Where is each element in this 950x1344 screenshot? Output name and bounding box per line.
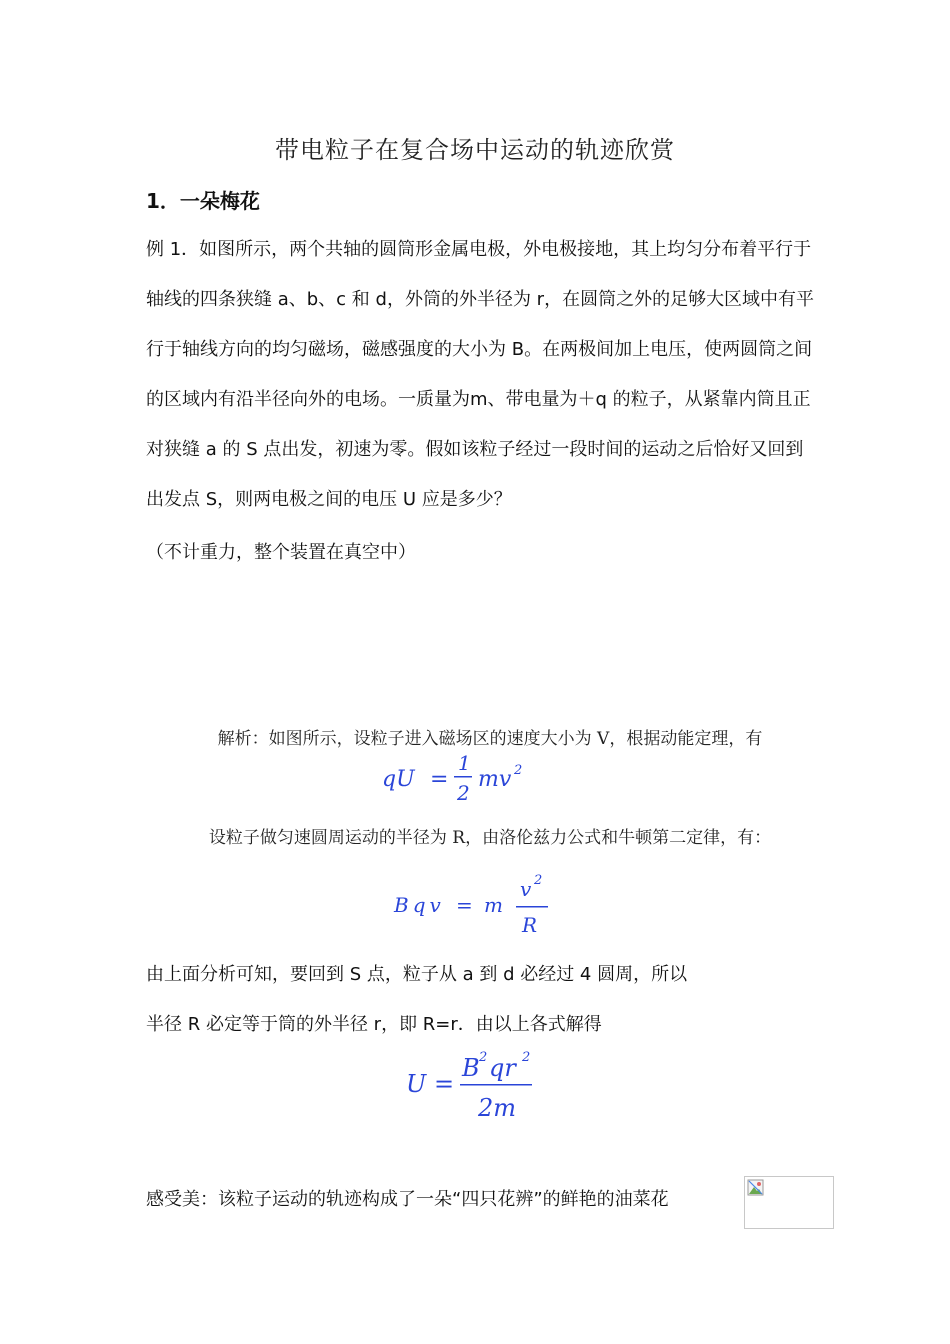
formula-voltage-result (402, 1046, 552, 1131)
conclusion-line-2: 半径 R 必定等于筒的外半径 r，即 R=r．由以上各式解得 (146, 1014, 602, 1035)
analysis-line-1: 解析：如图所示，设粒子进入磁场区的速度大小为 V，根据动能定理，有 (217, 729, 763, 749)
section-heading: 1．一朵梅花 (146, 189, 260, 213)
problem-text: 例 1．如图所示，两个共轴的圆筒形金属电极，外电极接地，其上均匀分布着平行于轴线的四条狭缝 a、b、c 和 d，外筒的外半径为 r，在圆筒之外的足够大区域中有平行于轴线方向的均匀磁场，磁感强度的大小为 B。在两极间加上电压，使两圆筒之间的区域内有沿半径向外的电场。一质量为m、带电量为＋q 的粒子，从紧靠内筒且正对狭缝 a 的 S 点出发，初速为零。假如该粒子经过一段时间的运动之后恰好又回到出发点 S，则两电极之间的电压 U 应是多少？ (146, 239, 815, 510)
formula-2-lhs: Bqv (394, 893, 445, 917)
formula-3-eq: = (434, 1070, 455, 1098)
formula-kinetic-energy (378, 748, 538, 813)
formula-3-lhs: U (406, 1070, 427, 1098)
formula-2-den: R (522, 913, 538, 937)
formula-3-num-qr: qr (489, 1054, 516, 1082)
formula-1-exp: 2 (514, 763, 523, 778)
formula-2-num: v (520, 877, 532, 901)
conclusion-line-1: 由上面分析可知，要回到 S 点，粒子从 a 到 d 必经过 4 圆周，所以 (146, 964, 688, 985)
formula-3-exp-2: 2 (522, 1050, 531, 1065)
formula-1-rhs: mv (478, 767, 512, 792)
formula-2-exp: 2 (534, 873, 543, 888)
formula-1-den: 2 (457, 781, 470, 805)
broken-image-icon (747, 1179, 765, 1202)
formula-3-den: 2m (478, 1094, 517, 1122)
broken-image-placeholder (744, 1176, 834, 1229)
formula-1-num: 1 (458, 751, 471, 775)
formula-1-eq: = (430, 767, 449, 792)
beauty-line: 感受美：该粒子运动的轨迹构成了一朵“四只花辨”的鲜艳的油菜花 (146, 1189, 669, 1210)
document-title: 带电粒子在复合场中运动的轨迹欣赏 (275, 136, 675, 164)
analysis-line-2: 设粒子做匀速圆周运动的半径为 R，由洛伦兹力公式和牛顿第二定律，有： (208, 828, 772, 848)
formula-2-eq: = (456, 893, 473, 917)
formula-2-m: m (484, 893, 503, 917)
formula-3-num-b: B (462, 1054, 480, 1082)
formula-3-exp-1: 2 (479, 1050, 488, 1065)
formula-lorentz-force (390, 870, 560, 945)
problem-note: （不计重力，整个装置在真空中） (146, 542, 416, 563)
formula-1-lhs: qU (382, 767, 415, 792)
